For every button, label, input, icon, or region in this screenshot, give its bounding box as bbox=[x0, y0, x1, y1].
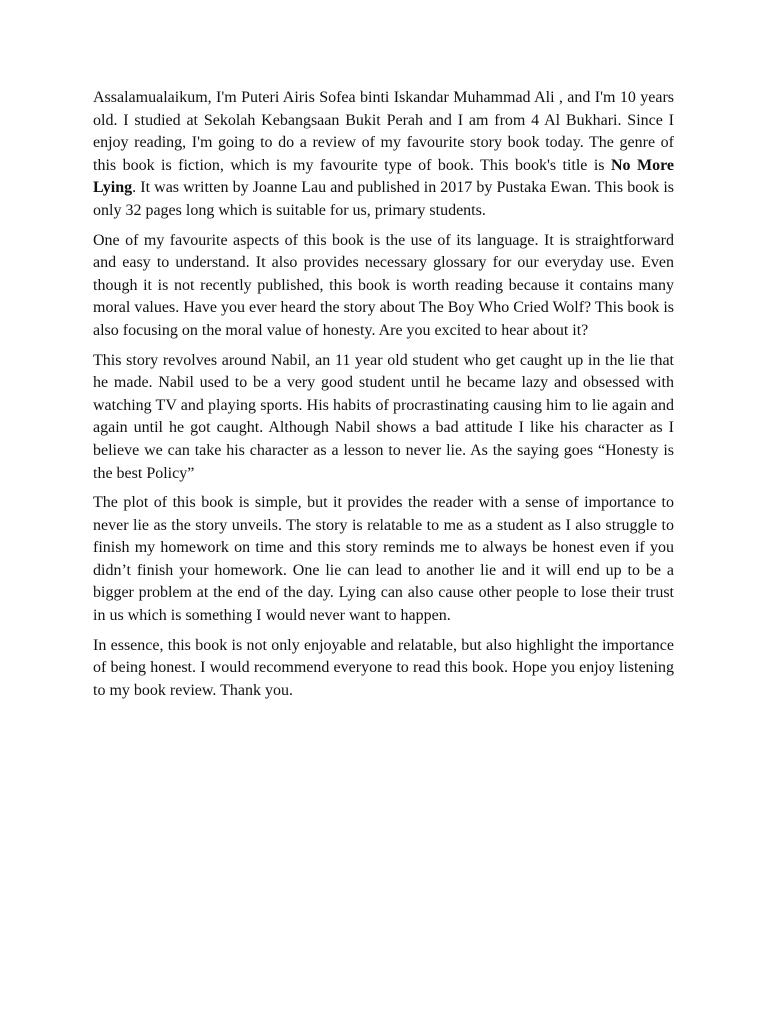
intro-text-before-title: Assalamualaikum, I'm Puteri Airis Sofea binti Iskandar Muhammad Ali , and I'm 10 years old. I studied at Sekolah Kebangsaan Bukit Perah and I am from 4 Al Bukhari. Since I enjoy reading, I'm going to do a review of my favourite story book today. The genre of this book is fiction, which is my favourite type of book. This book's title is bbox=[93, 89, 674, 174]
paragraph-plot: The plot of this book is simple, but it provides the reader with a sense of importance to never lie as the story unveils. The story is relatable to me as a student as I also struggle to finish my homework on time and this story reminds me to always be honest even if you didn’t finish your homework. One lie can lead to another lie and it will end up to be a bigger problem at the end of the day. Lying can also cause other people to lose their trust in us which is something I would never want to happen. bbox=[93, 494, 674, 625]
paragraph-story: This story revolves around Nabil, an 11 year old student who get caught up in the lie that he made. Nabil used to be a very good student until he became lazy and obsessed with watching TV and playing sports. His habits of procrastinating causing him to lie again and again until he got caught. Although Nabil shows a bad attitude I like his character as I believe we can take his character as a lesson to never lie. As the saying goes “Honesty is the best Policy” bbox=[93, 351, 674, 482]
intro-text-after-title: . It was written by Joanne Lau and published in 2017 by Pustaka Ewan. This book is only 32 pages long which is suitable for us, primary students. bbox=[93, 179, 674, 219]
document-page bbox=[93, 87, 674, 709]
paragraph-introduction bbox=[93, 87, 674, 223]
book-title: No More Lying bbox=[93, 156, 675, 197]
paragraph-language: One of my favourite aspects of this book is the use of its language. It is straightforward and easy to understand. It also provides necessary glossary for our everyday use. Even though it is not recently published, this book is worth reading because it contains many moral values. Have you ever heard the story about The Boy Who Cried Wolf? This book is also focusing on the moral value of honesty. Are you excited to hear about it? bbox=[93, 231, 674, 339]
paragraph-conclusion: In essence, this book is not only enjoyable and relatable, but also highlight the importance of being honest. I would recommend everyone to read this book. Hope you enjoy listening to my book review. Thank you. bbox=[93, 636, 674, 699]
